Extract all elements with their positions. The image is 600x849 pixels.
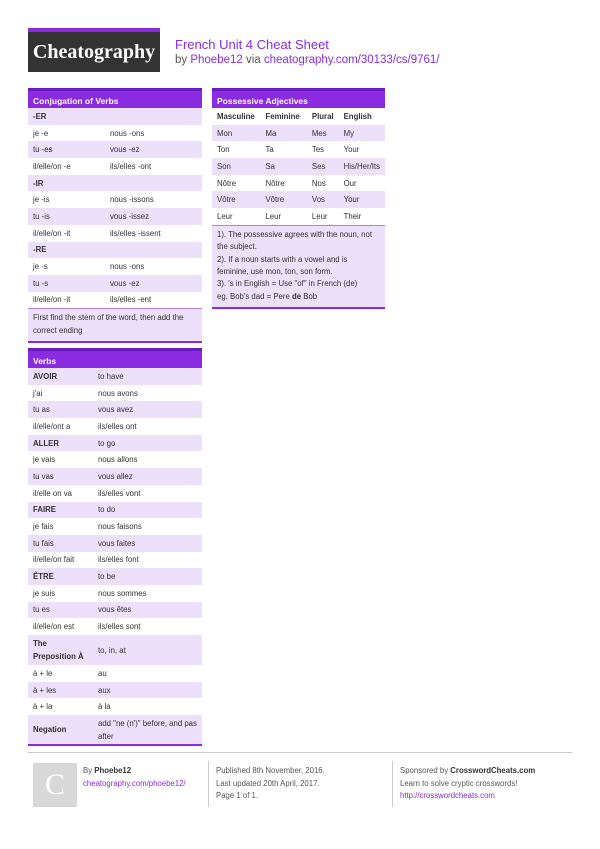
cell-form: vous -ez [105, 141, 202, 158]
table-row [28, 385, 202, 402]
table-row [28, 258, 202, 275]
author-link[interactable]: Phoebe12 [190, 54, 243, 66]
table-row [28, 568, 202, 585]
possessive-note-2: 2). If a noun starts with a vowel and is feminine, use mon, ton, son form. [217, 254, 348, 277]
table-row [28, 715, 202, 745]
cell-subject: il/elle on va [33, 488, 73, 498]
table-row [28, 502, 202, 519]
cell-subject: tu -s [28, 275, 105, 292]
cell-form: ils/elles -ent [110, 295, 152, 305]
footer-author-name: Phoebe12 [94, 766, 132, 775]
table-row [212, 175, 385, 192]
cell-subject: il/elle/on -e [33, 161, 71, 171]
table-row [28, 585, 202, 602]
table-row [28, 125, 202, 142]
table-row [28, 698, 202, 715]
possessive-notes [212, 225, 385, 309]
table-row [212, 208, 385, 225]
cell-adjective: Vôtre [260, 191, 306, 208]
cell-form: to, in, at [93, 635, 202, 665]
cell-subject: AVOIR [28, 368, 93, 385]
sponsor-tagline: Learn to solve cryptic crosswords! [400, 778, 518, 788]
cell-adjective: Ma [260, 125, 306, 142]
table-row [28, 418, 202, 435]
table-row [28, 141, 202, 158]
page-number: Page 1 of 1. [216, 791, 259, 800]
cell-adjective: Their [343, 211, 362, 221]
cell-subject: il/elle/on est [33, 622, 75, 632]
cell-adjective: Your [339, 191, 385, 208]
sponsor-prefix: Sponsored by [400, 766, 451, 775]
header-feminine: Feminine [265, 111, 300, 121]
table-row [28, 175, 202, 192]
cell-adjective: Sa [260, 158, 306, 175]
cell-adjective: His/Her/Its [339, 158, 385, 175]
cell-form: aux [93, 682, 202, 699]
cell-subject: tu fais [28, 535, 93, 552]
cell-adjective: Vos [307, 191, 339, 208]
cell-adjective: Ta [265, 145, 274, 155]
cell-subject: -IR [28, 175, 105, 192]
byline-prefix: by [175, 54, 191, 66]
cell-adjective: Nôtre [217, 178, 237, 188]
updated-date: Last updated 20th April, 2017. [216, 778, 320, 788]
cell-adjective: Mes [307, 125, 339, 142]
cell-adjective: Son [212, 158, 260, 175]
cell-adjective: Leur [217, 211, 233, 221]
example-suffix: Bob [301, 291, 318, 301]
conjugation-section [28, 88, 202, 343]
table-row [212, 191, 385, 208]
cell-form: vous allez [93, 468, 202, 485]
cell-subject: ÊTRE [28, 568, 93, 585]
cell-adjective: Tes [311, 145, 325, 155]
byline-via: via [242, 54, 264, 66]
example-bold: de [291, 291, 302, 301]
table-row [28, 682, 202, 699]
table-row [212, 158, 385, 175]
cell-form: to do [93, 502, 202, 519]
cell-subject: je suis [33, 588, 56, 598]
table-row [28, 451, 202, 468]
cell-form: nous -issons [110, 195, 154, 205]
cell-subject: ALLER [28, 435, 93, 452]
cell-form: ils/elles vont [98, 488, 141, 498]
cell-adjective: My [339, 125, 385, 142]
page-title: French Unit 4 Cheat Sheet [175, 37, 329, 52]
cell-form: nous sommes [98, 588, 147, 598]
conjugation-title: Conjugation of Verbs [28, 88, 202, 108]
possessive-example [217, 291, 380, 303]
cell-subject: The Preposition À [28, 635, 93, 665]
logo-text: Cheatography [32, 41, 156, 63]
cell-subject: il/elle/on -it [33, 228, 71, 238]
table-row [28, 635, 202, 665]
cell-subject: FAIRE [28, 502, 93, 519]
cell-form: to be [93, 568, 202, 585]
cell-form: nous avons [98, 388, 138, 398]
possessive-title: Possessive Adjectives [212, 88, 385, 108]
table-row [28, 518, 202, 535]
cell-adjective: Mon [212, 125, 260, 142]
table-row [28, 158, 202, 175]
footer-divider [392, 761, 393, 807]
cell-form: ils/elles sont [98, 622, 141, 632]
avatar-letter: C [44, 768, 65, 801]
cell-subject: tu -es [28, 141, 105, 158]
cell-form: nous allons [98, 455, 138, 465]
cell-subject: il/elle/on -it [33, 295, 71, 305]
table-row [212, 141, 385, 158]
cell-form: ils/elles ont [98, 421, 137, 431]
sponsor-link[interactable]: http://crosswordcheats.com [400, 791, 495, 800]
verbs-table [28, 368, 202, 746]
cell-form: nous faisons [98, 522, 142, 532]
conjugation-table [28, 108, 202, 308]
table-row [28, 552, 202, 569]
header-masculine: Masculine [217, 111, 255, 121]
cell-form: ils/elles -ont [110, 161, 152, 171]
table-row [28, 275, 202, 292]
cell-form: to go [93, 435, 202, 452]
cell-subject: il/elle/on fait [33, 555, 75, 565]
footer-author-link[interactable]: cheatography.com/phoebe12/ [83, 778, 186, 788]
table-row [212, 125, 385, 142]
cell-adjective: Your [343, 145, 360, 155]
cell-subject: tu vas [28, 468, 93, 485]
possessive-note-1: 1). The possessive agrees with the noun, not the subject. [217, 229, 373, 252]
cell-form: à la [98, 702, 111, 712]
cell-subject: à + le [33, 668, 53, 678]
cell-form: add "ne (n')" before, and pas after [93, 715, 202, 745]
table-row [28, 468, 202, 485]
cell-subject: -ER [28, 108, 105, 125]
cell-adjective: Nôtre [265, 178, 285, 188]
example-prefix: eg. Bob's dad = Pere [217, 291, 292, 301]
table-row [28, 401, 202, 418]
cell-subject: j'ai [33, 388, 43, 398]
cell-subject: à + les [28, 682, 93, 699]
cell-adjective: Our [343, 178, 357, 188]
cell-subject: à + la [33, 702, 53, 712]
cell-form: vous êtes [93, 602, 202, 619]
cell-form: au [98, 668, 107, 678]
table-row [28, 618, 202, 635]
cell-subject: -RE [28, 242, 105, 259]
cell-form [105, 175, 202, 192]
table-row [28, 665, 202, 682]
published-date: Published 8th November, 2016. [216, 766, 325, 775]
sponsor-name: CrosswordCheats.com [450, 766, 536, 775]
possessive-table [212, 108, 385, 225]
table-row [28, 191, 202, 208]
header-plural: Plural [311, 111, 334, 121]
avatar[interactable] [33, 763, 77, 807]
table-row [28, 535, 202, 552]
table-row [28, 435, 202, 452]
cell-subject: il/elle/ont a [33, 421, 71, 431]
sheet-url-link[interactable]: cheatography.com/30133/cs/9761/ [263, 54, 440, 66]
table-row [28, 485, 202, 502]
table-row [28, 602, 202, 619]
conjugation-note: First find the stem of the word, then add the correct ending [28, 308, 202, 343]
footer-by: By [83, 766, 95, 775]
cell-adjective: Leur [265, 211, 282, 221]
cell-form: nous -ons [110, 128, 145, 138]
cell-form [105, 242, 202, 259]
cell-form: nous -ons [110, 262, 145, 272]
table-row [28, 242, 202, 259]
cell-subject: je fais [33, 522, 54, 532]
table-row [28, 225, 202, 242]
cell-subject: tu as [28, 401, 93, 418]
cell-form: ils/elles -issent [110, 228, 161, 238]
cell-subject: je -s [33, 262, 48, 272]
table-row [28, 208, 202, 225]
cell-form: vous faites [93, 535, 202, 552]
cell-subject: tu -is [28, 208, 105, 225]
table-row [28, 292, 202, 309]
footer [28, 752, 572, 812]
byline [175, 54, 440, 66]
cell-adjective: Leur [311, 211, 328, 221]
footer-dates [216, 765, 325, 803]
cell-form: vous -ez [105, 275, 202, 292]
verbs-section [28, 348, 202, 746]
footer-sponsor [400, 765, 535, 803]
cheatography-logo[interactable] [28, 28, 160, 72]
cell-form: to have [93, 368, 202, 385]
cell-adjective: Ton [217, 145, 230, 155]
cell-form: vous -issez [105, 208, 202, 225]
cell-adjective: Ses [307, 158, 339, 175]
cell-adjective: Vôtre [212, 191, 260, 208]
cell-subject: je vais [33, 455, 56, 465]
footer-divider [208, 761, 209, 807]
header-english: English [343, 111, 372, 121]
cell-form: vous avez [93, 401, 202, 418]
cell-subject: je -is [33, 195, 50, 205]
cell-adjective: Nos [311, 178, 326, 188]
cell-subject: tu es [28, 602, 93, 619]
possessive-note-3: 3). 's in English = Use "of" in French (de) [217, 279, 358, 289]
footer-author [83, 765, 186, 790]
cell-form [105, 108, 202, 125]
verbs-title: Verbs [28, 348, 202, 368]
cell-subject: Negation [28, 715, 93, 745]
possessive-section [212, 88, 385, 309]
cell-form: ils/elles font [98, 555, 139, 565]
cell-subject: je -e [33, 128, 49, 138]
